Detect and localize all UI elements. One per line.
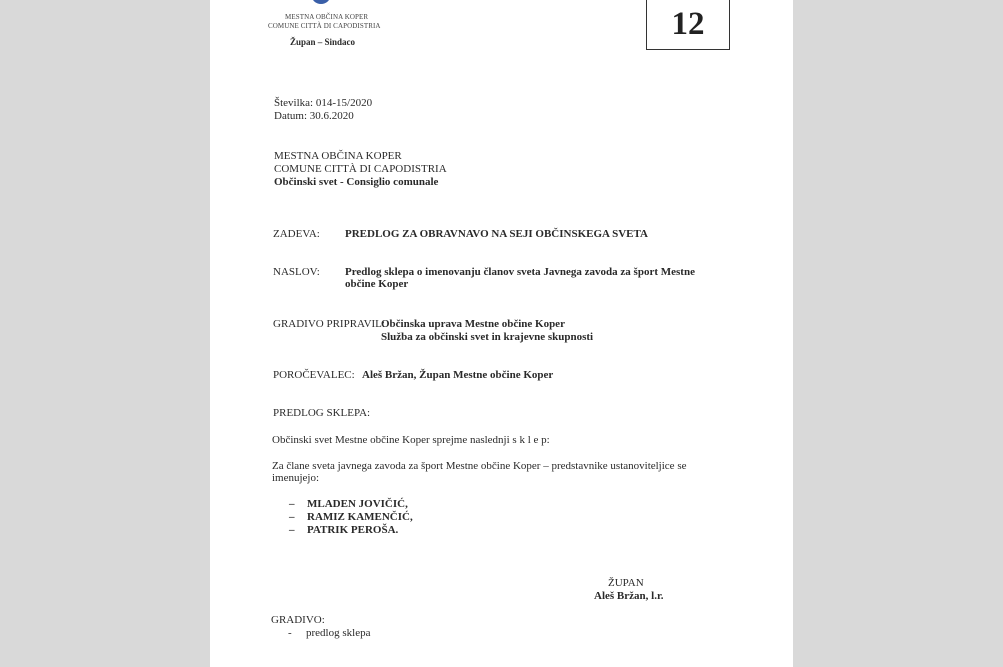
gradivo-pripravil-line2: Služba za občinski svet in krajevne skupnosti — [381, 331, 594, 343]
document-number-box: 12 — [646, 0, 730, 50]
naslov-value-line1: Predlog sklepa o imenovanju članov sveta Javnega zavoda za šport Mestne — [345, 266, 695, 278]
member-name: PATRIK PEROŠA. — [307, 524, 399, 536]
member-name: MLADEN JOVIČIĆ, — [307, 498, 408, 510]
list-dash: – — [289, 524, 295, 536]
gradivo-item: predlog sklepa — [306, 627, 371, 639]
porocevalec-label: POROČEVALEC: — [273, 369, 355, 381]
addressee-line1: MESTNA OBČINA KOPER — [274, 150, 402, 162]
member-name: RAMIZ KAMENČIĆ, — [307, 511, 413, 523]
addressee-line2: COMUNE CITTÀ DI CAPODISTRIA — [274, 163, 447, 175]
gradivo-pripravil-line1: Občinska uprava Mestne občine Koper — [381, 318, 565, 330]
addressee-line3: Občinski svet - Consiglio comunale — [274, 176, 439, 188]
gradivo-label: GRADIVO: — [271, 614, 325, 626]
signature-name: Aleš Bržan, l.r. — [594, 590, 664, 602]
org-name-it: COMUNE CITTÀ DI CAPODISTRIA — [268, 22, 381, 30]
signature-title: ŽUPAN — [608, 577, 644, 589]
reference-number: Številka: 014-15/2020 — [274, 97, 373, 109]
sklep-paragraph-line1: Za člane sveta javnega zavoda za šport Mestne občine Koper – predstavnike ustanoviteljice se — [272, 460, 687, 472]
naslov-label: NASLOV: — [273, 266, 320, 278]
list-dash: – — [289, 511, 295, 523]
member-list-item — [289, 498, 408, 511]
zadeva-label: ZADEVA: — [273, 228, 320, 240]
porocevalec-value: Aleš Bržan, Župan Mestne občine Koper — [362, 369, 554, 381]
naslov-value-line2: občine Koper — [345, 278, 409, 290]
sklep-sentence: Občinski svet Mestne občine Koper sprejme naslednji s k l e p: — [272, 434, 550, 446]
zadeva-value: PREDLOG ZA OBRAVNAVO NA SEJI OBČINSKEGA SVETA — [345, 228, 648, 240]
gradivo-pripravil-label: GRADIVO PRIPRAVIL: — [273, 318, 385, 330]
list-dash: – — [289, 498, 295, 510]
gradivo-list-item — [288, 627, 370, 640]
predlog-sklepa-heading: PREDLOG SKLEPA: — [273, 407, 371, 419]
member-list-item — [289, 524, 398, 537]
org-name-sl: MESTNA OBČINA KOPER — [285, 13, 369, 21]
list-dash: - — [288, 627, 292, 639]
member-list-item — [289, 511, 413, 524]
sklep-paragraph-line2: imenujejo: — [272, 472, 320, 484]
document-date: Datum: 30.6.2020 — [274, 110, 354, 122]
header-role: Župan – Sindaco — [290, 37, 356, 47]
